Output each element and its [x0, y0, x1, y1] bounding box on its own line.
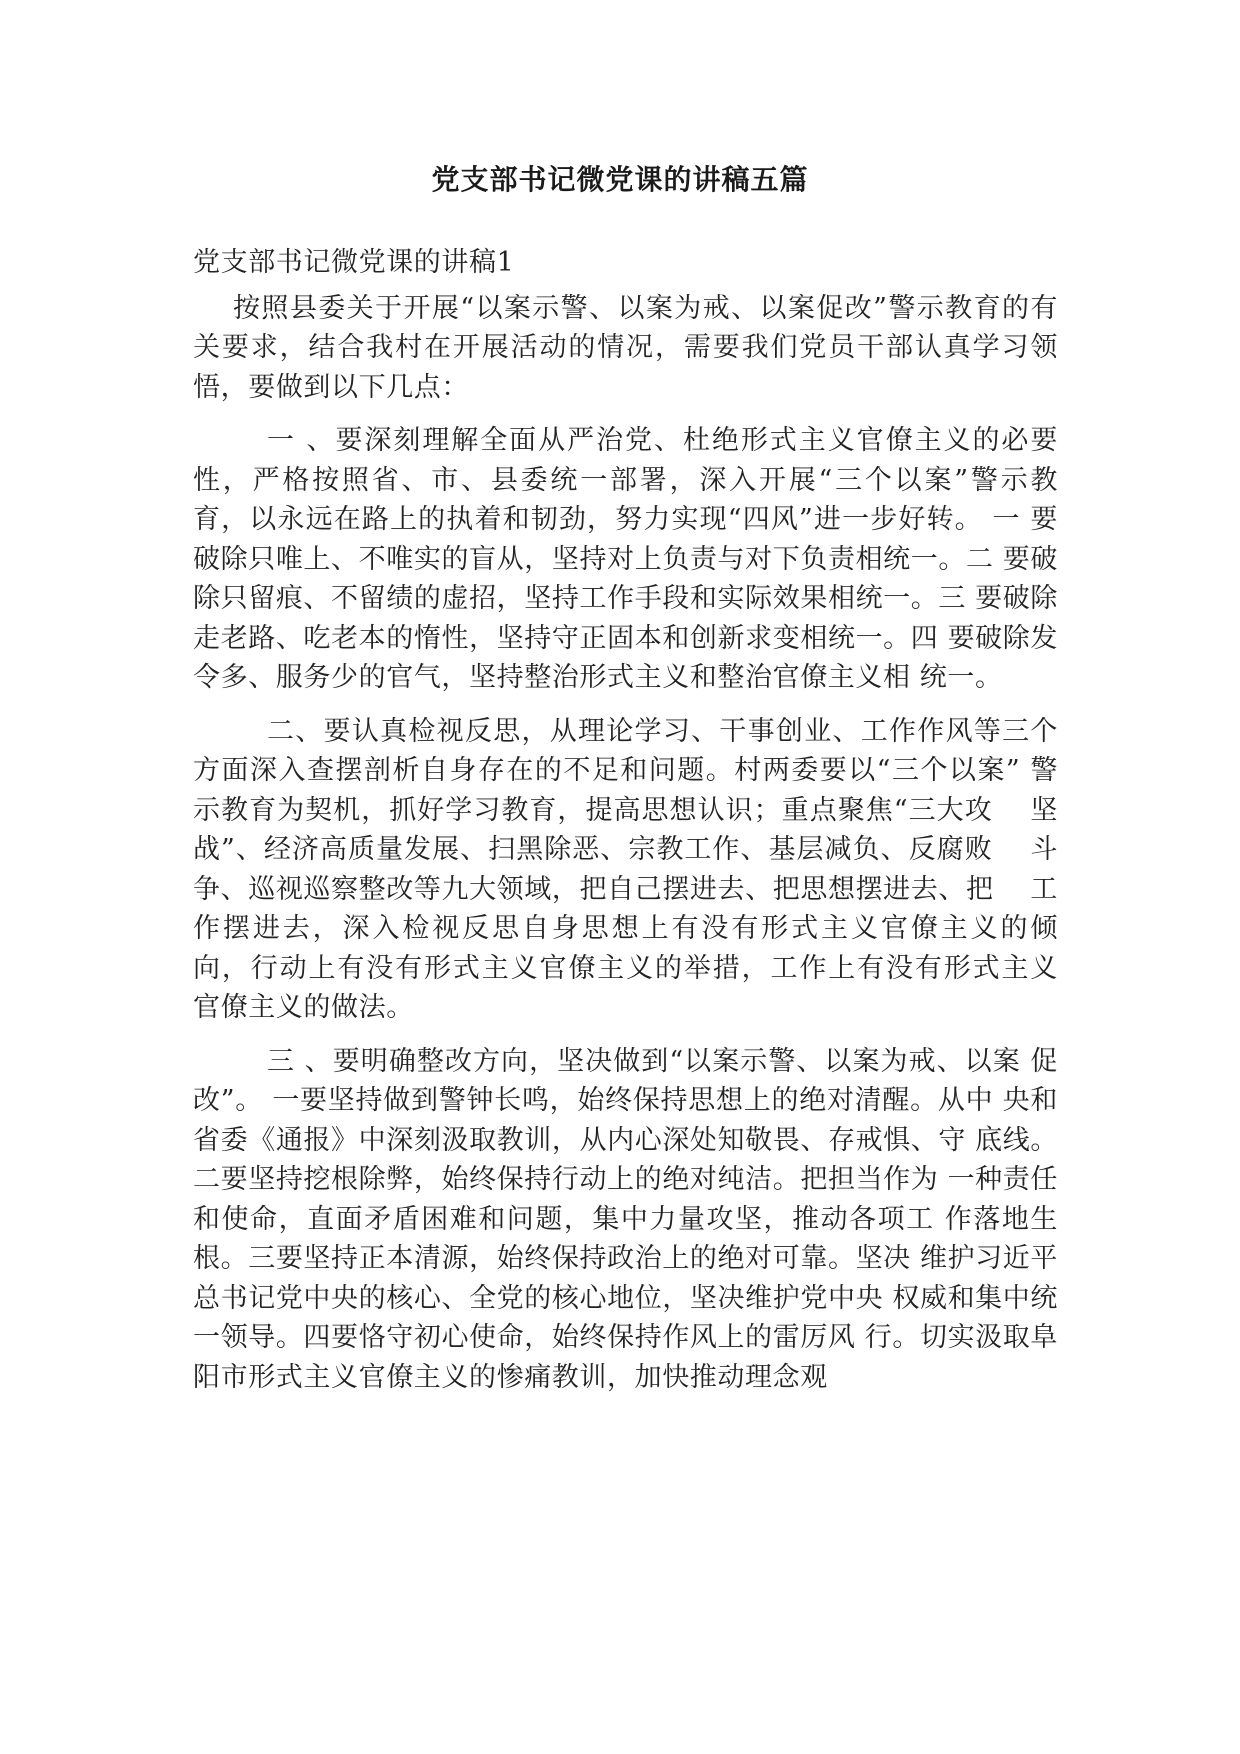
document-body: [193, 243, 1095, 1411]
paragraph-point-two: 二、要认真检视反思，从理论学习、干事创业、工作作风等三个方面深入查摆剖析自身存在的不足和问题。村两委要以“三个以案” 警示教育为契机，抓好学习教育，提高思想认识；重点聚焦“三大攻 坚战”、经济高质量发展、扫黑除恶、宗教工作、基层减负、反腐败 斗争、巡视巡察整改等九大领域，把自己摆进去、把思想摆进去、把 工作摆进去，深入检视反思自身思想上有没有形式主义官僚主义的倾 向，行动上有没有形式主义官僚主义的举措，工作上有没有形式主义 官僚主义的做法。: [193, 715, 1095, 1023]
document-title: 党支部书记微党课的讲稿五篇: [431, 163, 809, 196]
paragraph-intro: 按照县委关于开展“以案示警、以案为戒、以案促改”警示教育的有关要求，结合我村在开展活动的情况，需要我们党员干部认真学习领悟，要做到以下几点：: [193, 292, 1058, 403]
paragraph-point-three: 三 、要明确整改方向，坚决做到“以案示警、以案为戒、以案 促改”。 一要坚持做到警钟长鸣，始终保持思想上的绝对清醒。从中 央和省委《通报》中深刻汲取教训，从内心深处知敬畏、存戒惧、守 底线。二要坚持挖根除弊，始终保持行动上的绝对纯洁。把担当作为 一种责任和使命，直面矛盾困难和问题，集中力量攻坚，推动各项工 作落地生根。三要坚持正本清源，始终保持政治上的绝对可靠。坚决 维护习近平总书记党中央的核心、全党的核心地位，坚决维护党中央 权威和集中统一领导。四要恪守初心使命，始终保持作风上的雷厉风 行。切实汲取阜阳市形式主义官僚主义的惨痛教训，加快推动理念观: [193, 1045, 1058, 1393]
paragraph-point-one: 一 、要深刻理解全面从严治党、杜绝形式主义官僚主义的必要 性，严格按照省、市、县委统一部署，深入开展“三个以案”警示教 育，以永远在路上的执着和韧劲，努力实现“四风”进一步好转。 一 要破除只唯上、不唯实的盲从，坚持对上负责与对下负责相统一。二 要破除只留痕、不留绩的虚招，坚持工作手段和实际效果相统一。三 要破除走老路、吃老本的惰性，坚持守正固本和创新求变相统一。四 要破除发令多、服务少的官气，坚持整治形式主义和整治官僚主义相 统一。: [193, 425, 1058, 693]
section-heading: 党支部书记微党课的讲稿1: [193, 247, 515, 278]
